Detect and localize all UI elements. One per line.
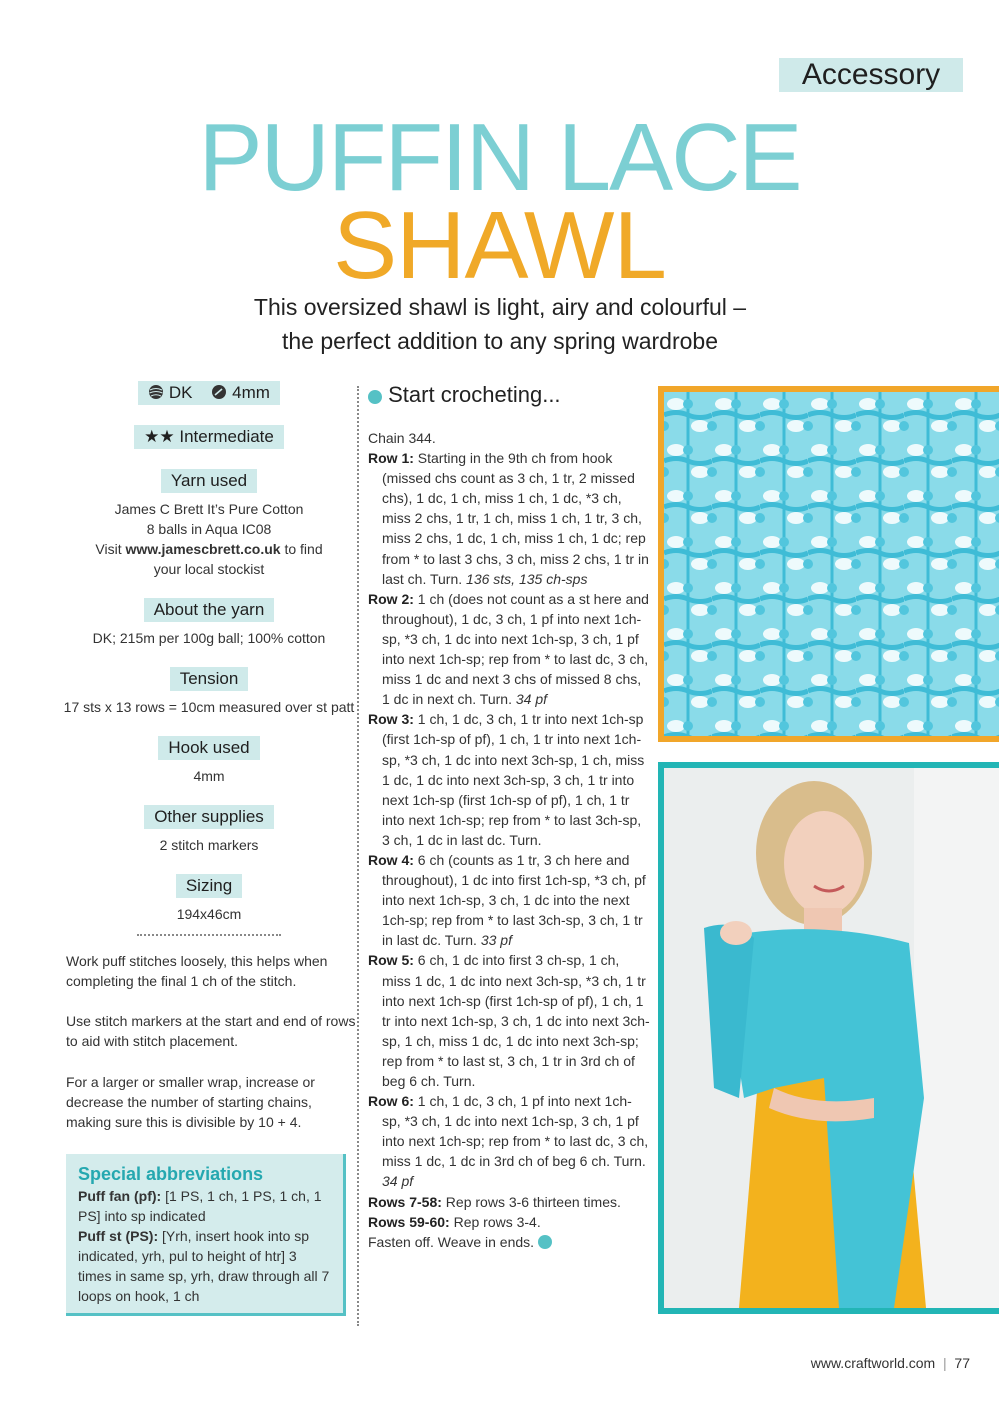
pattern-heading-text: Start crocheting... [388, 382, 561, 407]
info-line: James C Brett It’s Pure Cotton [114, 501, 304, 517]
row-label: Row 3: [368, 711, 414, 728]
note: Work puff stitches loosely, this helps when completing the final 1 ch of the stitch. [66, 953, 328, 989]
abbreviations-title: Special abbreviations [78, 1164, 264, 1184]
column-divider [357, 386, 359, 1326]
row-text: Starting in the 9th ch from hook (missed chs count as 3 ch, 1 tr, 2 missed chs), 1 dc, 1 ch, miss 1 ch, 1 dc, *3 ch, miss 2 chs, 1 tr, 1 ch, miss 1 ch, 1 tr, 3 ch, miss 2 chs, 1 dc, 1 ch, miss 1 ch, 1 dc; rep from * to last 3 chs, 3 ch, miss 2 chs, 1 tr in last ch. Turn. [382, 450, 649, 587]
info-sizing [56, 874, 362, 924]
abbreviation-desc: [1 PS, 1 ch, 1 PS, 1 ch, 1 PS] into sp indicated [78, 1188, 322, 1224]
info-yarn [56, 469, 362, 579]
info-text [56, 499, 362, 579]
pattern-row [368, 950, 650, 1091]
info-text: 2 stitch markers [159, 837, 259, 853]
row-text: Rep rows 3-4. [449, 1213, 541, 1230]
intro-line-1: This oversized shawl is light, airy and colourful – [253, 294, 747, 320]
hook-icon [211, 384, 227, 400]
swatch-photo-frame [658, 386, 999, 742]
row-text: 1 ch, 1 dc, 3 ch, 1 tr into next 1ch-sp (first 1ch-sp of pf), 1 ch, 1 tr into next 1ch-sp, *3 ch, 1 dc into next 3ch-sp, 1 ch, miss 1 dc, 1 dc into next 3ch-sp, 3 ch, 1 tr into next 1ch-sp (first 1ch-sp of pf), 1 ch, 1 tr into next 1ch-sp; rep from * to last 3ch-sp, 3 ch, 1 dc in last dc. Turn. [382, 711, 645, 848]
pattern-intro: Chain 344. [368, 430, 436, 446]
model-illustration [664, 768, 999, 1308]
info-hook [56, 736, 362, 786]
yarn-hook-pill [138, 381, 280, 405]
visit-pre: Visit [95, 541, 126, 557]
title-line-1: PUFFIN LACE [198, 104, 801, 211]
footer-separator: | [939, 1355, 951, 1371]
abbreviations-box [66, 1154, 346, 1316]
info-tension [56, 667, 362, 717]
abbreviation-term: Puff st (PS): [78, 1228, 159, 1244]
row-text: 1 ch, 1 dc, 3 ch, 1 pf into next 1ch-sp, *3 ch, 1 dc into next 1ch-sp, 3 ch, 1 pf into next 1ch-sp; rep from * to last dc, 3 ch, miss 1 dc, 1 dc in 3rd ch of beg 6 ch. Turn. [382, 1093, 649, 1170]
row-label: Rows 7-58: [368, 1193, 442, 1210]
pattern-row [368, 448, 650, 589]
row-count: 34 pf [511, 691, 547, 708]
pattern-row [368, 1091, 650, 1191]
lace-pattern-image [664, 392, 999, 736]
row-label: Row 5: [368, 952, 414, 969]
abbreviation-item [78, 1226, 331, 1306]
row-label: Row 1: [368, 450, 414, 467]
hook-size: 4mm [232, 383, 270, 402]
section-tag: Accessory [779, 58, 963, 92]
footer [760, 1353, 970, 1373]
dotted-divider [137, 934, 281, 936]
abbreviation-desc: [Yrh, insert hook into sp indicated, yrh, pul to height of htr] 3 times in same sp, yrh, draw through all 7 loops on hook, 1 ch [78, 1228, 330, 1304]
difficulty-pill [134, 425, 284, 449]
yarn-visit [56, 539, 362, 559]
info-heading: Hook used [158, 736, 259, 760]
info-heading: Sizing [176, 874, 242, 898]
row-count: 33 pf [476, 932, 512, 949]
info-about [56, 598, 362, 648]
info-heading: About the yarn [144, 598, 275, 622]
row-label: Row 4: [368, 851, 414, 868]
intro-line-2: the perfect addition to any spring wardrobe [282, 328, 718, 354]
row-label: Row 6: [368, 1093, 414, 1110]
row-text: 6 ch, 1 dc into first 3 ch-sp, 1 ch, miss 1 dc, 1 dc into next 3ch-sp, *3 ch, 1 tr into next 1ch-sp (first 1ch-sp of pf), 1 ch, 1 tr into next 1ch-sp, 3 ch, 1 dc into next 3ch-sp, 1 ch, miss 1 dc, 1 dc into next 3ch-sp; rep from * to last st, 3 ch, 1 tr in 3rd ch of beg 6 ch. Turn. [382, 952, 650, 1089]
page-number: 77 [954, 1355, 970, 1371]
title-line-2: SHAWL [333, 192, 666, 299]
info-heading: Other supplies [144, 805, 274, 829]
pattern-row [368, 1192, 650, 1212]
pattern-row [368, 850, 650, 950]
row-text: 1 ch (does not count as a st here and throughout), 1 dc, 3 ch, 1 pf into next 1ch-sp, *3 ch, 1 dc into next 1ch-sp, 3 ch, 1 pf into next 1ch-sp; rep from * to last dc, 3 ch, miss 1 dc and next 3 chs of missed 8 chs, 1 dc in next ch. Turn. [382, 590, 649, 708]
difficulty-badge [56, 425, 362, 449]
row-label: Rows 59-60: [368, 1213, 450, 1230]
row-count: 34 pf [382, 1173, 414, 1190]
info-text: 17 sts x 13 rows = 10cm measured over st patt [63, 699, 355, 715]
note: Use stitch markers at the start and end of rows to aid with stitch placement. [66, 1013, 356, 1049]
note: For a larger or smaller wrap, increase or decrease the number of starting chains, making sure this is divisible by 10 + 4. [66, 1074, 315, 1130]
star-icon: ★★ [144, 427, 175, 446]
info-supplies [56, 805, 362, 855]
model-photo [664, 768, 999, 1308]
abbreviation-term: Puff fan (pf): [78, 1188, 162, 1204]
lace-swatch-photo [664, 392, 999, 736]
yarn-ball-icon [368, 390, 382, 404]
pattern-row [368, 1212, 650, 1232]
pattern-row [368, 709, 650, 850]
yarn-ball-icon [538, 1235, 552, 1249]
info-line: 8 balls in Aqua IC08 [146, 521, 272, 537]
yarn-weight: DK [168, 383, 193, 402]
yarn-website-link[interactable]: www.jamescbrett.co.uk [125, 541, 281, 557]
intro [200, 290, 800, 358]
pattern-outro [368, 1232, 650, 1252]
info-text: 4mm [193, 768, 225, 784]
info-text: 194x46cm [176, 906, 242, 922]
row-label: Row 2: [368, 590, 414, 607]
visit-last: your local stockist [153, 561, 265, 577]
difficulty-label: Intermediate [179, 427, 274, 446]
model-photo-frame [658, 762, 999, 1314]
pattern-outro-text: Fasten off. Weave in ends. [368, 1233, 535, 1250]
pattern-body [368, 428, 650, 1252]
footer-site: www.craftworld.com [810, 1355, 936, 1371]
info-heading: Yarn used [161, 469, 257, 493]
abbreviation-item [78, 1186, 331, 1226]
info-heading: Tension [170, 667, 249, 691]
row-text: Rep rows 3-6 thirteen times. [441, 1193, 621, 1210]
row-text: 6 ch (counts as 1 tr, 3 ch here and throughout), 1 dc into first 1ch-sp, *3 ch, pf into next 1ch-sp, 3 ch, 1 dc into the next 1ch-sp; rep from * to last 3ch-sp, 3 ch, 1 tr in last dc. Turn. [382, 851, 646, 949]
yarn-ball-icon [148, 384, 164, 400]
row-count: 136 sts, 135 ch-sps [462, 570, 588, 587]
spec-badge [56, 381, 362, 405]
info-text: DK; 215m per 100g ball; 100% cotton [92, 630, 326, 646]
visit-post: to find [280, 541, 323, 557]
pattern-heading [368, 380, 561, 410]
pattern-row [368, 589, 650, 710]
